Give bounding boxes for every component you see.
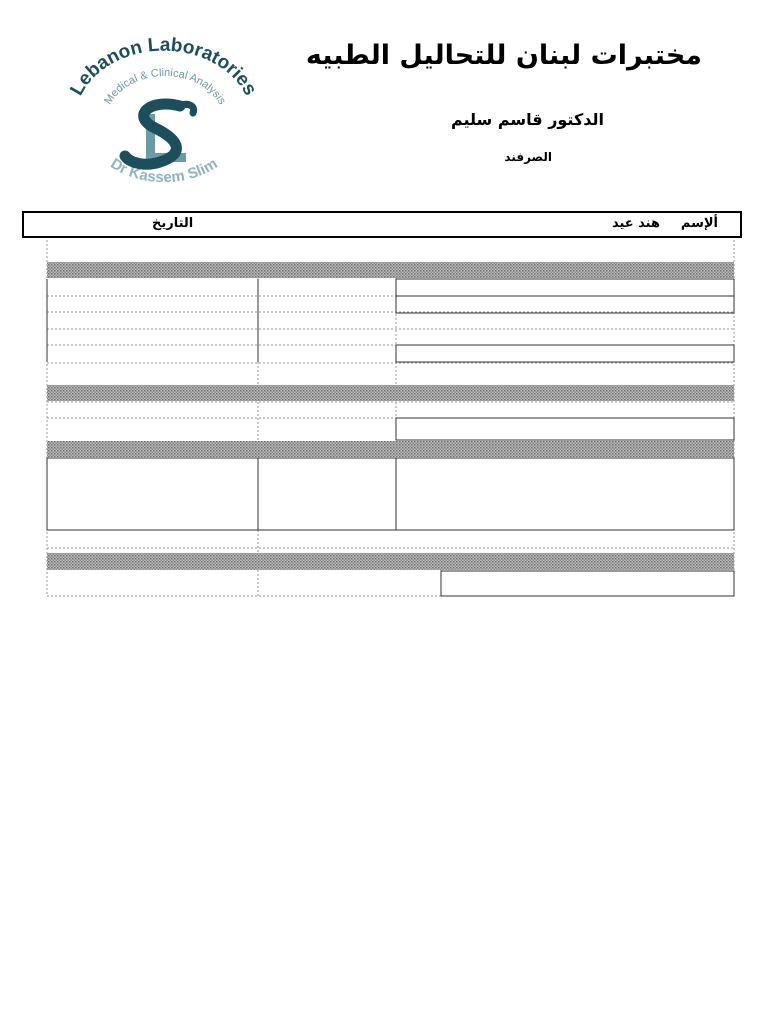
- lab-name-title: مختبرات لبنان للتحاليل الطبيه: [305, 40, 702, 71]
- patient-name-value: هند عيد: [611, 216, 660, 231]
- lab-location: الصرفند: [504, 150, 552, 164]
- doctor-name: الدكتور قاسم سليم: [450, 110, 604, 129]
- date-label: التاريخ: [152, 216, 194, 231]
- name-label: ألإسم: [680, 216, 718, 231]
- logo-arc-top-text: Lebanon Laboratories: [66, 36, 261, 100]
- logo-arc-bottom-text: Dr Kassem Slim: [107, 155, 221, 187]
- logo-arc-inner-text: Medical & Clinical Analysis: [102, 66, 228, 107]
